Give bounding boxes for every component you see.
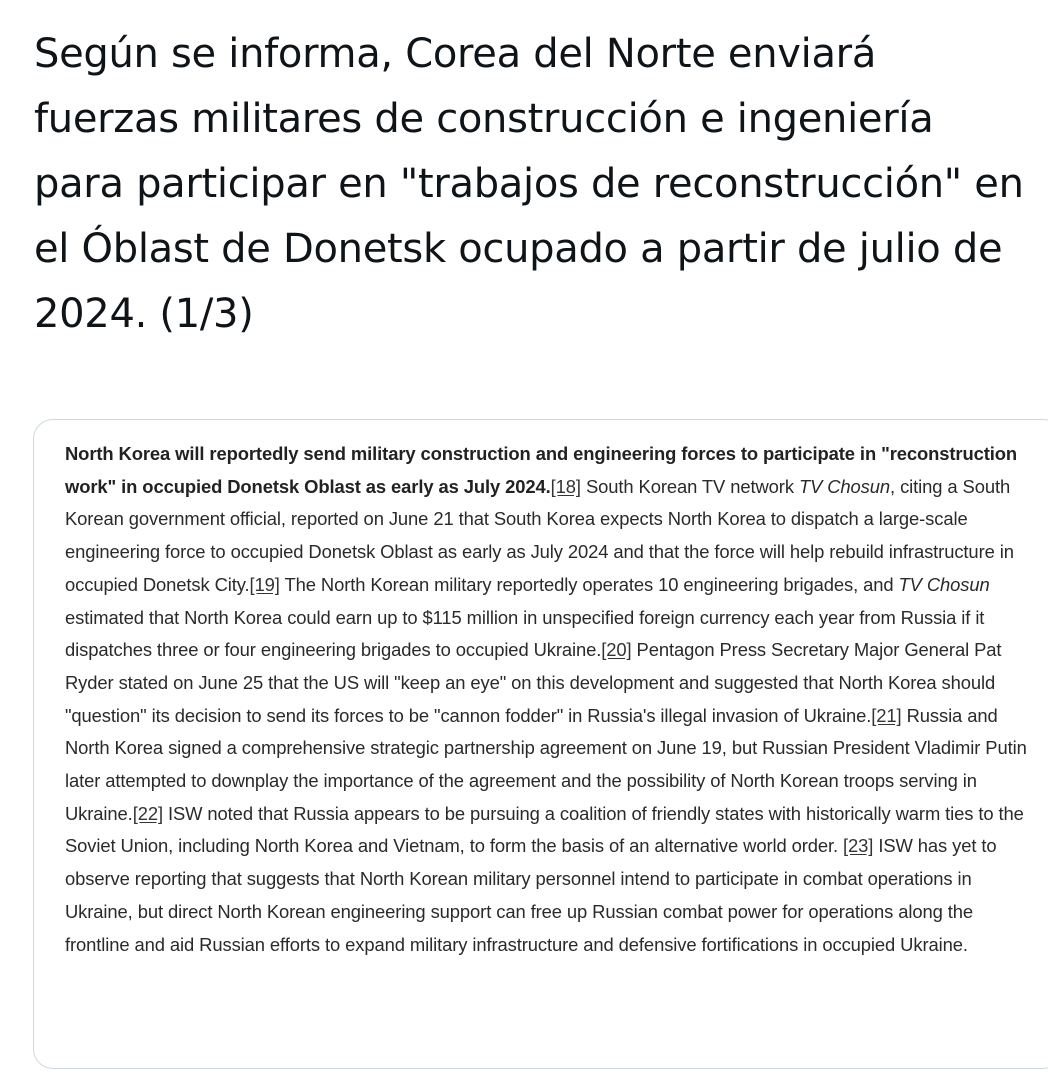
network-name: TV Chosun	[798, 475, 891, 497]
excerpt-text: Russia and North Korea signed a comprehensive strategic partnership agreement on June 19, but Russian President Vladimir Putin later attempted to downplay the importance of the agreement and the possibility of North Korean troops serving in Ukraine.	[65, 704, 1027, 824]
excerpt-text: ISW noted that Russia appears to be pursuing a coalition of friendly states with historically warm ties to the Soviet Union, including North Korea and Vietnam, to form the basis of an alternative world order.	[65, 802, 1024, 857]
citation-link-23[interactable]: [23]	[843, 835, 874, 857]
citation-link-19[interactable]: [19]	[249, 573, 280, 595]
excerpt-text: The North Korean military reportedly operates 10 engineering brigades, and	[279, 573, 899, 595]
citation-link-18[interactable]: [18]	[550, 475, 581, 497]
citation-link-22[interactable]: [22]	[132, 802, 163, 824]
citation-link-21[interactable]: [21]	[871, 704, 902, 726]
excerpt-lead: North Korea will reportedly send military construction and engineering forces to participate in "reconstruction work" in occupied Donetsk Oblast as early as July 2024.	[65, 443, 1018, 497]
excerpt-text: , citing a South Korean government official, reported on June 21 that South Korea expects North Korea to dispatch a large-scale engineering force to occupied Donetsk Oblast as early as July 2024 and that the force will help rebuild infrastructure in occupied Donetsk City.	[65, 475, 1014, 595]
excerpt-text: South Korean TV network	[580, 475, 799, 497]
network-name: TV Chosun	[898, 573, 990, 595]
excerpt-text: Pentagon Press Secretary Major General Pat Ryder stated on June 25 that the US will "keep an eye" on this development and suggested that North Korea should "question" its decision to send its forces to be "cannon fodder" in Russia's illegal invasion of Ukraine.	[65, 639, 1002, 726]
tweet-text: Según se informa, Corea del Norte enviará fuerzas militares de construcción e ingeniería para participar en "trabajos de reconstrucción" en el Óblast de Donetsk ocupado a partir de julio de 2024. (1/3)	[34, 31, 1024, 337]
article-excerpt	[65, 438, 1040, 961]
excerpt-text: ISW has yet to observe reporting that suggests that North Korean military personnel intend to participate in combat operations in Ukraine, but direct North Korean engineering support can free up Russian combat power for operations along the frontline and aid Russian efforts to expand military infrastructure and defensive fortifications in occupied Ukraine.	[65, 835, 997, 955]
excerpt-text: estimated that North Korea could earn up to $115 million in unspecified foreign currency each year from Russia if it dispatches three or four engineering brigades to occupied Ukraine.	[65, 606, 985, 661]
attached-image[interactable]	[33, 419, 1048, 1069]
citation-link-20[interactable]: [20]	[601, 639, 632, 661]
